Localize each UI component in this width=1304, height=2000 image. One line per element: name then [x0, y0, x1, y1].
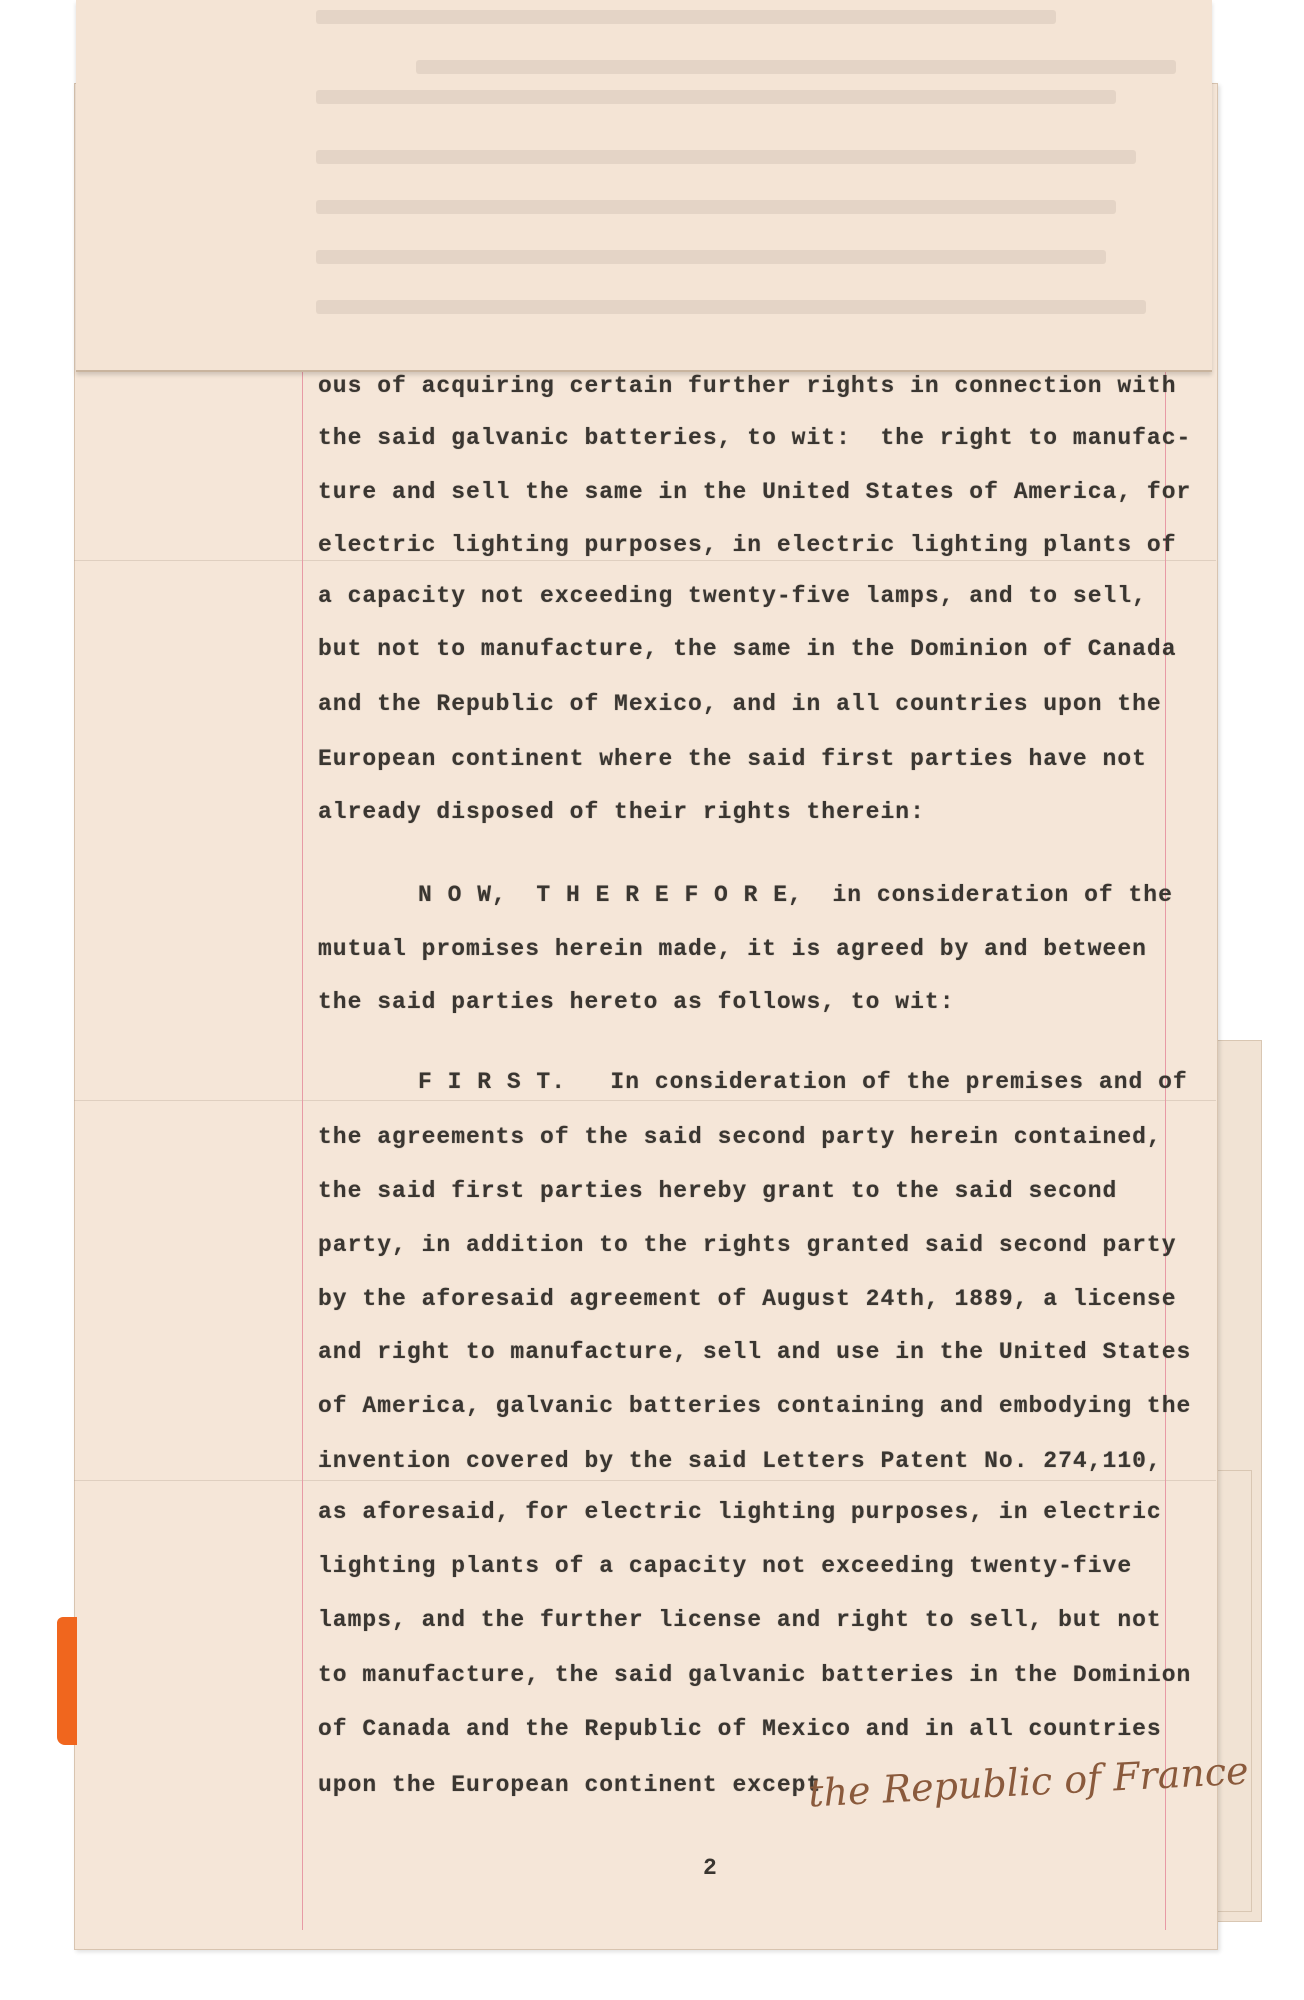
fold-crease — [74, 1480, 1216, 1481]
text-line: the said first parties hereby grant to the said second — [318, 1178, 1118, 1204]
bleed-through-text — [316, 300, 1146, 314]
text-line: as aforesaid, for electric lighting purposes, in electric — [318, 1499, 1162, 1525]
folded-flap — [76, 0, 1212, 372]
text-line: the said parties hereto as follows, to wit: — [318, 989, 955, 1015]
bleed-through-text — [316, 200, 1116, 214]
text-line: a capacity not exceeding twenty-five lamps, and to sell, — [318, 583, 1147, 609]
fold-crease — [74, 1100, 1216, 1101]
text-line: electric lighting purposes, in electric lighting plants of — [318, 532, 1177, 558]
right-margin-line — [1165, 370, 1166, 1930]
text-line: party, in addition to the rights granted said second party — [318, 1232, 1177, 1258]
text-line: of Canada and the Republic of Mexico and in all countries — [318, 1716, 1162, 1742]
text-line: upon the European continent except — [318, 1772, 822, 1798]
bleed-through-text — [316, 10, 1056, 24]
fold-crease — [74, 560, 1216, 561]
text-line-now-therefore: N O W, T H E R E F O R E, in consideration of the — [418, 882, 1173, 908]
bleed-through-text — [416, 60, 1176, 74]
text-line-first: F I R S T. In consideration of the premises and of — [418, 1069, 1188, 1095]
text-line: the said galvanic batteries, to wit: the right to manufac- — [318, 425, 1192, 451]
text-line: invention covered by the said Letters Patent No. 274,110, — [318, 1448, 1162, 1474]
text-line: already disposed of their rights therein: — [318, 799, 925, 825]
text-line: to manufacture, the said galvanic batteries in the Dominion — [318, 1662, 1192, 1688]
bleed-through-text — [316, 150, 1136, 164]
text-line: lighting plants of a capacity not exceeding twenty-five — [318, 1553, 1133, 1579]
text-line: of America, galvanic batteries containing and embodying the — [318, 1393, 1192, 1419]
text-line: mutual promises herein made, it is agreed by and between — [318, 936, 1147, 962]
left-margin-line — [302, 370, 303, 1930]
text-line: ture and sell the same in the United States of America, for — [318, 479, 1192, 505]
text-line: lamps, and the further license and right to sell, but not — [318, 1607, 1162, 1633]
wax-seal — [57, 1617, 77, 1745]
text-line: ous of acquiring certain further rights in connection with — [318, 373, 1177, 399]
text-line: European continent where the said first parties have not — [318, 746, 1147, 772]
handwritten-insert: the Republic of France — [807, 1748, 1250, 1816]
text-line: and the Republic of Mexico, and in all countries upon the — [318, 691, 1162, 717]
text-line: the agreements of the said second party herein contained, — [318, 1124, 1162, 1150]
text-line: and right to manufacture, sell and use in the United States — [318, 1339, 1192, 1365]
bleed-through-text — [316, 250, 1106, 264]
text-line: by the aforesaid agreement of August 24th, 1889, a license — [318, 1286, 1177, 1312]
bleed-through-text — [316, 90, 1116, 104]
page-number: 2 — [703, 1855, 717, 1881]
text-line: but not to manufacture, the same in the Dominion of Canada — [318, 636, 1177, 662]
